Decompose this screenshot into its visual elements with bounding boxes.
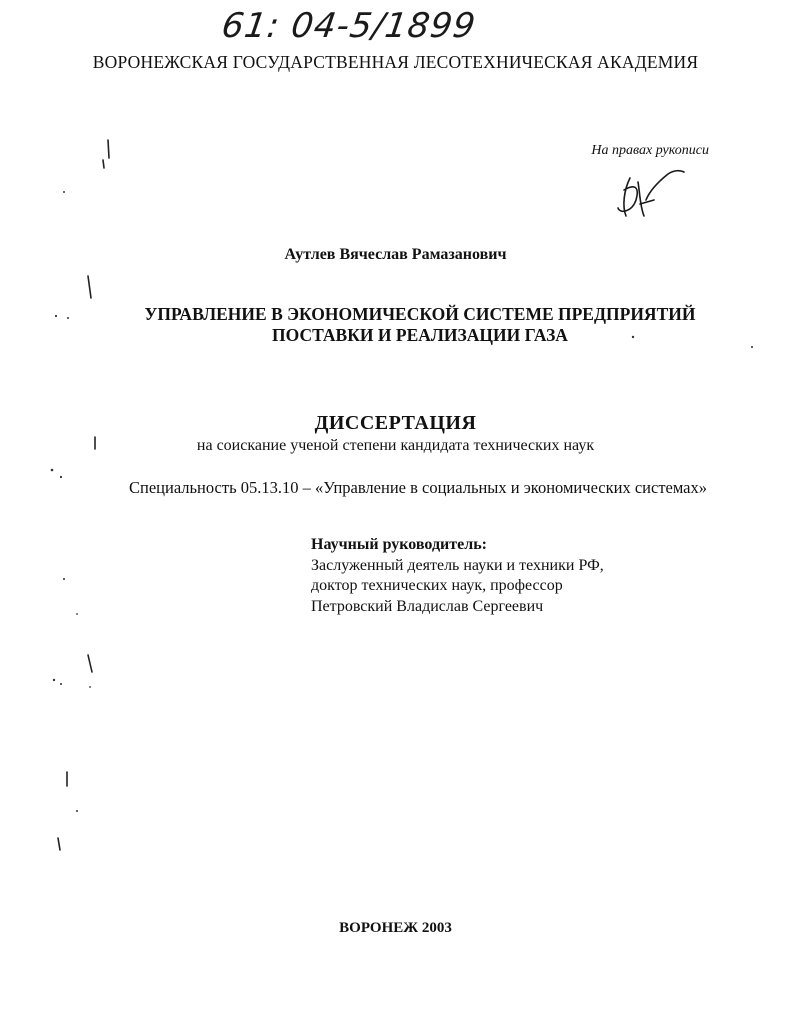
advisor-heading: Научный руководитель:: [311, 536, 487, 553]
title-line: УПРАВЛЕНИЕ В ЭКОНОМИЧЕСКОЙ СИСТЕМЕ ПРЕДПРИЯТИЙ: [144, 304, 696, 324]
scientific-advisor: [311, 535, 604, 617]
advisor-name: Петровский Владислав Сергеевич: [311, 597, 544, 615]
advisor-title-line: доктор технических наук, профессор: [311, 577, 563, 594]
dissertation-title: [100, 304, 740, 346]
institution-name: ВОРОНЕЖСКАЯ ГОСУДАРСТВЕННАЯ ЛЕСОТЕХНИЧЕСКАЯ АКАДЕМИЯ: [92, 52, 699, 72]
author-name: Аутлев Вячеслав Рамазанович: [284, 246, 507, 263]
signature-icon: [610, 160, 690, 230]
title-line: ПОСТАВКИ И РЕАЛИЗАЦИИ ГАЗА: [272, 325, 568, 345]
specialty: Специальность 05.13.10 – «Управление в социальных и экономических системах»: [129, 478, 708, 497]
handwritten-catalog-number: 61: 04-5/1899: [219, 6, 479, 46]
degree-line: на соискание ученой степени кандидата технических наук: [196, 437, 595, 454]
advisor-title-line: Заслуженный деятель науки и техники РФ,: [311, 556, 604, 574]
document-type: ДИССЕРТАЦИЯ: [314, 412, 477, 434]
rights-note: На правах рукописи: [591, 143, 709, 158]
city-year: ВОРОНЕЖ 2003: [339, 920, 452, 936]
